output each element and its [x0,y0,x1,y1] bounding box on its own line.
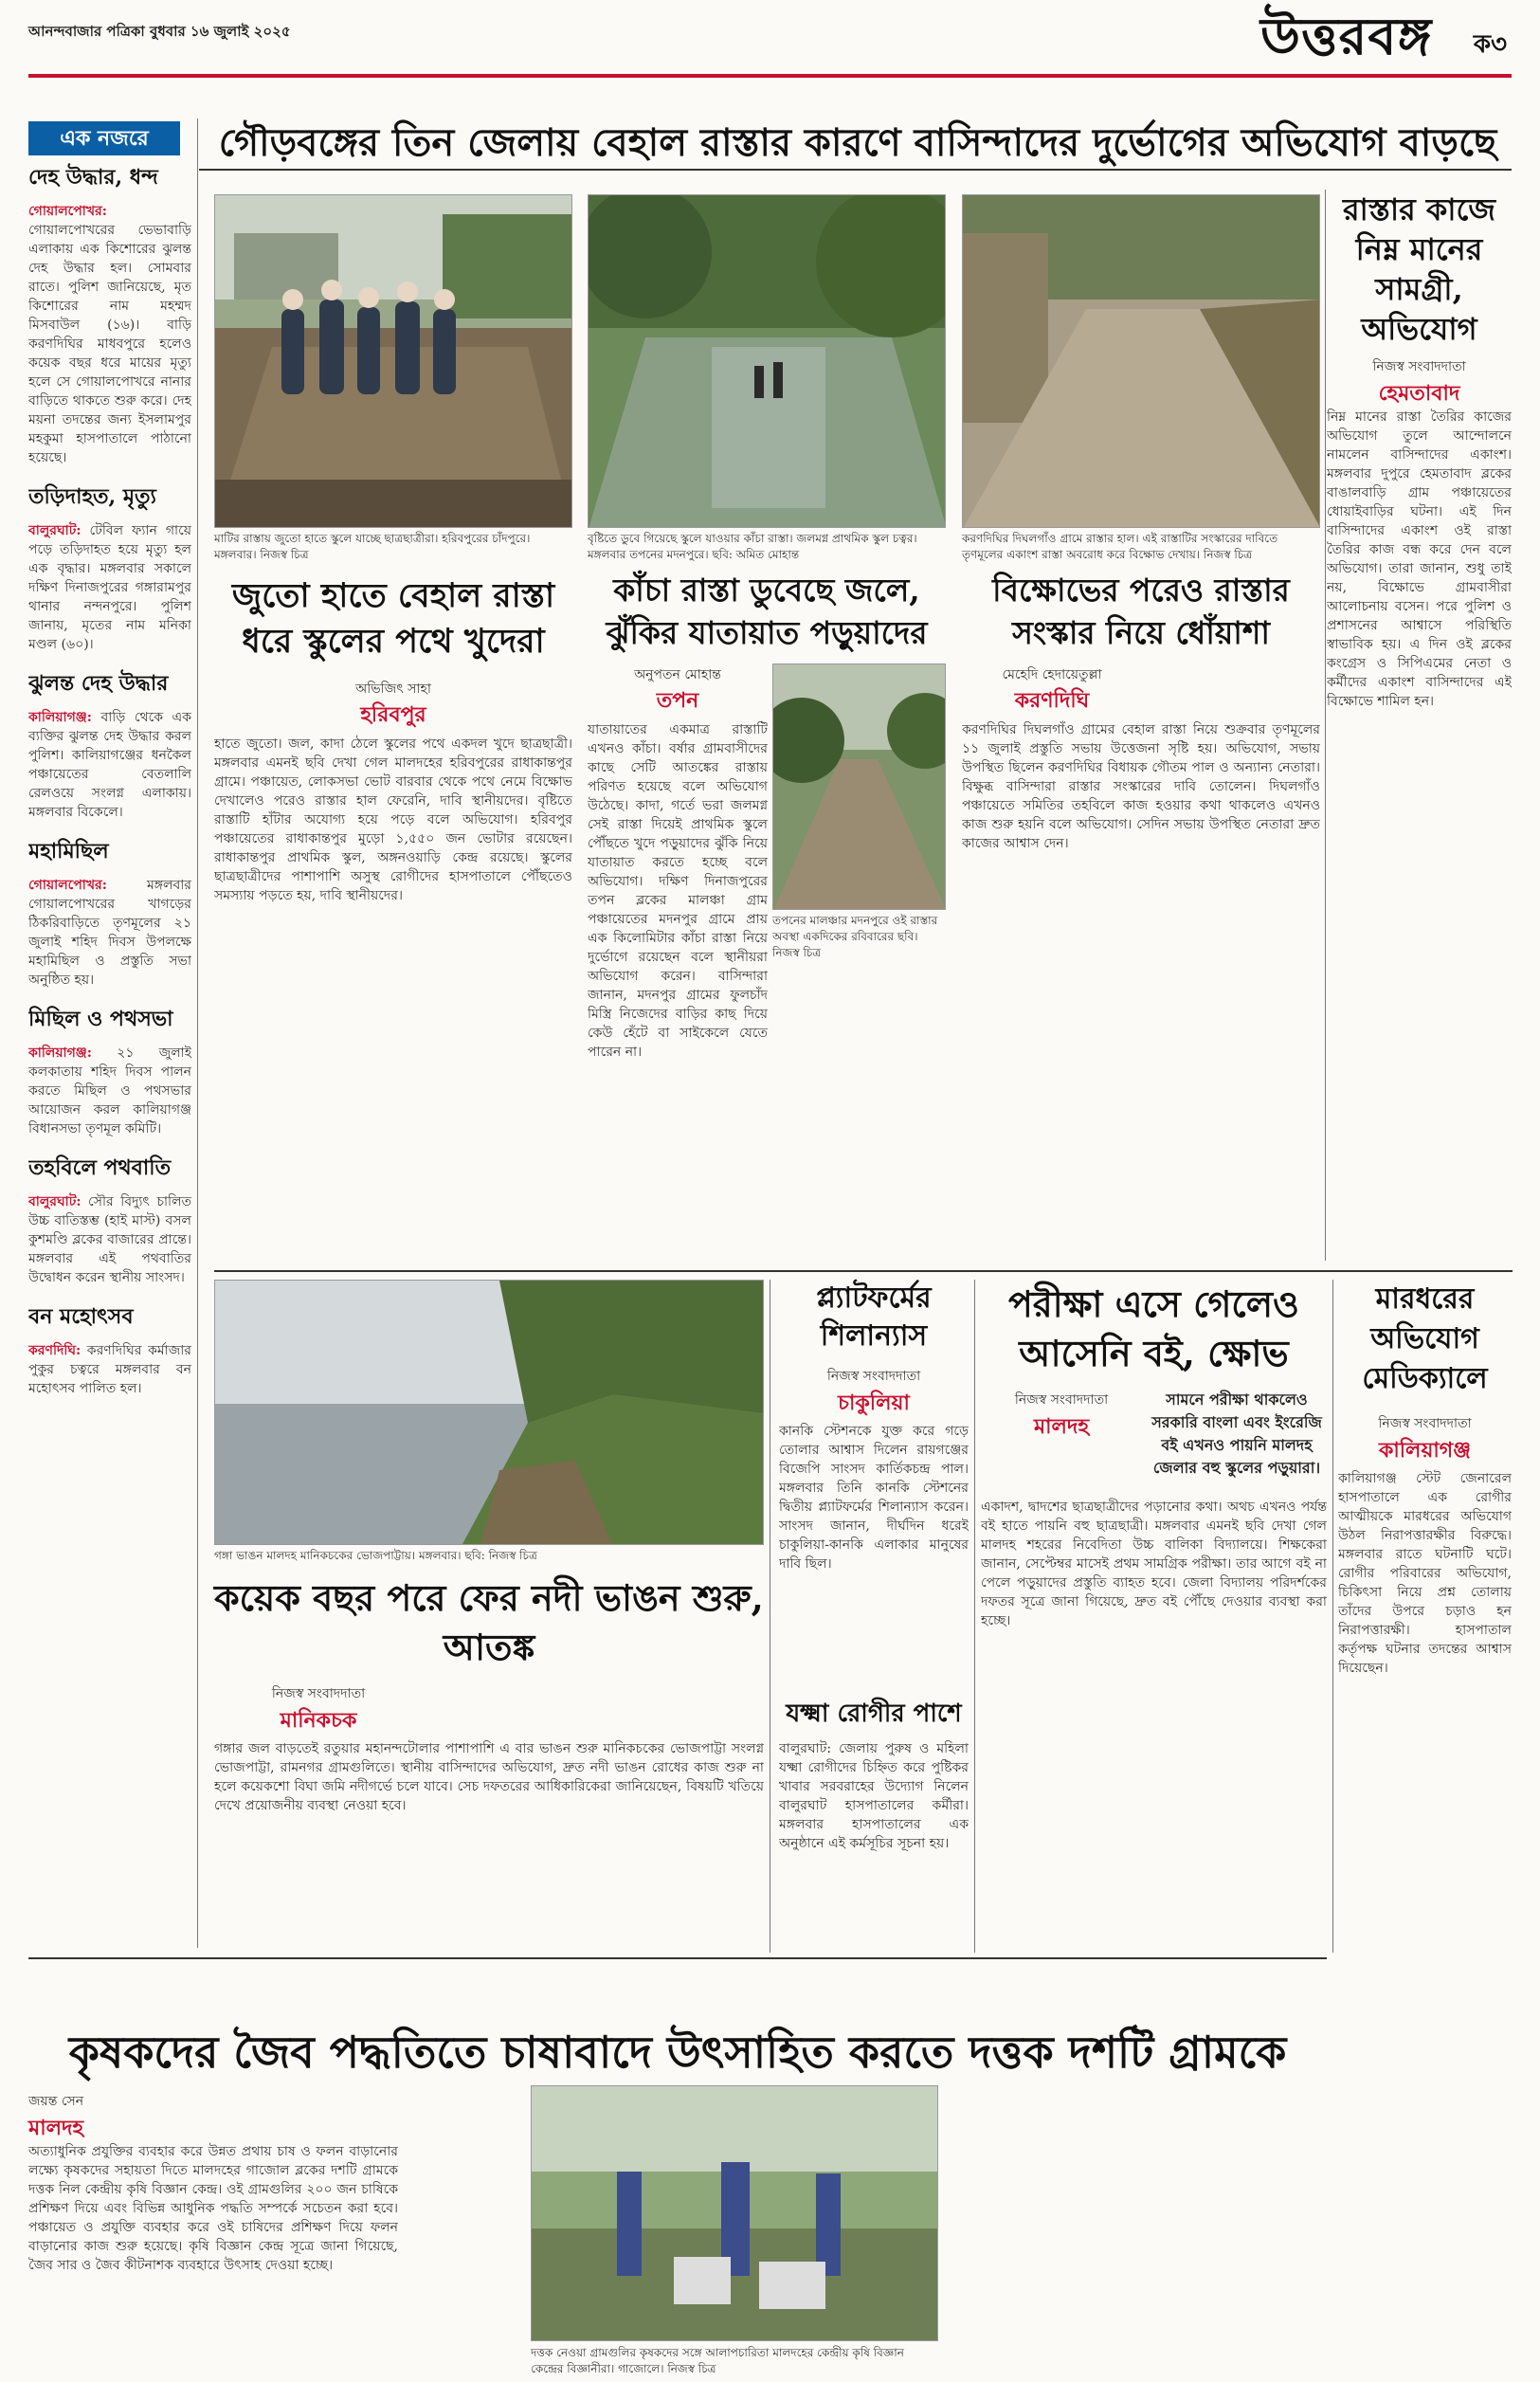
brief-loc: গোয়ালপোখর: [28,878,107,893]
article-headline: রাস্তার কাজে নিম্ন মানের সামগ্রী, অভিযোগ [1342,191,1496,347]
article-author: নিজস্ব সংবাদদাতা [1378,1416,1472,1431]
article-headline: পরীক্ষা এসে গেলেও আসেনি বই, ক্ষোভ [1008,1282,1299,1374]
article-body-cont [772,976,946,1261]
photo-flooded-road [588,194,946,528]
article-author: জয়ন্ত সেন [28,2094,84,2109]
article-author: মেহেদি হেদায়েতুল্লা [1002,667,1102,682]
section-divider [28,1957,1327,1959]
article-body: একাদশ, দ্বাদশের ছাত্রছাত্রীদের পড়ানোর কথা। অথচ এখনও পর্যন্ত বই হাতে পায়নি বহু ছাত্রছাত্রী। মঙ্গলবার এমনই ছবি দেখা গেল মালদহ শহরের নিবেদিতা উচ্চ বালিকা বিদ্যালয়ে। শিক্ষকেরা জানান, সেপ্টেম্বর মাসেই প্রথম সামগ্রিক পরীক্ষা। তার আগে বই না পেলে পড়ুয়াদের প্রস্তুতি ব্যাহত হবে। জেলা বিদ্যালয় পরিদর্শকের দফতর সূত্রে জানা গিয়েছে, দ্রুত বই পৌঁছে দেওয়ার ব্যবস্থা করা হচ্ছে। [981,1500,1327,1628]
brief-body: ২১ জুলাই কলকাতায় শহিদ দিবস পালন করতে মিছিল ও পথসভার আয়োজন করল কালিয়াগঞ্জ বিধানসভা তৃণমূল কমিটি। [28,1046,191,1136]
photo-farmers-scientists [531,2085,938,2341]
masthead-rule [28,74,1512,78]
photo-caption: তপনের মালঞ্চার মদনপুরে ওই রাস্তার অবস্থা একদিকের রবিবারের ছবি। নিজস্ব চিত্র [772,914,938,959]
column-divider [1325,190,1326,1261]
article-body: হাতে জুতো। জল, কাদা ঠেলে স্কুলের পথে একদল খুদে ছাত্রছাত্রী। মঙ্গলবার এমনই ছবি দেখা গেল মালদহের হরিবপুরের রাধাকান্তপুর গ্রামে। পঞ্চায়েত, লোকসভা ভোট বারবার থেকে পথে নেমে বিক্ষোভ দেখালেও পরেও রাস্তার হাল ফেরেনি, দাবি স্থানীয়দের। বৃষ্টিতে রাস্তাটি হাঁটার অযোগ্য হয়ে পড়ে বলে অভিযোগ। হরিবপুর পঞ্চায়েতের রাধাকান্তপুর মুড়ো ১,৫৫০ জন ভোটার রয়েছেন। রাধাকান্তপুর প্রাথমিক স্কুল, অঙ্গনওয়াড়ি কেন্দ্র রয়েছে। স্কুলের ছাত্রছাত্রীদের পাশাপাশি অসুস্থ রোগীদের হাসপাতালে পৌঁছতেও সমস্যায় পড়তে হয়, দাবি স্থানীয়দের। [214,736,572,903]
brief-loc: কালিয়াগঞ্জ: [28,710,92,725]
article-place: মালদহ [28,2116,84,2140]
photo-caption: গঙ্গা ভাঙন মালদহ মানিকচকের ভোজপাট্টায়। মঙ্গলবার। ছবি: নিজস্ব চিত্র [214,1549,537,1562]
photo-caption: মাটির রাস্তায় জুতো হাতে স্কুলে যাচ্ছে ছাত্রছাত্রীরা। হরিবপুরের চাঁদপুরে। মঙ্গলবার। নিজস্ব চিত্র [214,532,531,561]
column-divider [974,1280,975,1953]
brief-text [28,1044,191,1138]
brief-text [28,1192,191,1287]
article-author: নিজস্ব সংবাদদাতা [1014,1392,1109,1408]
brief-body: টেবিল ফ্যান গায়ে পড়ে তড়িদাহত হয়ে মৃত্যু হল এক বৃদ্ধার। মঙ্গলবার সকালে দক্ষিণ দিনাজপুরের গঙ্গারামপুর থানার নন্দনপুরে। পুলিশ জানায়, মৃতের নাম মনিকা মণ্ডল (৬০)। [28,523,191,652]
brief-loc: বালুরঘাট: [28,523,82,538]
brief-title: তহবিলে পথবাতি [28,1155,172,1180]
photo-broken-road [962,194,1320,528]
column-divider [1332,1280,1333,1953]
photo-children-muddy-road [214,194,572,528]
article-body: কানকি স্টেশনকে যুক্ত করে গড়ে তোলার আশ্বাস দিলেন রায়গঞ্জের বিজেপি সাংসদ কার্তিকচন্দ্র পাল। মঙ্গলবার তিনি কানকি স্টেশনের দ্বিতীয় প্ল্যাটফর্মের শিলান্যাস করেন। সাংসদ জানান, দীর্ঘদিন ধরেই চাকুলিয়া-কানকি এলাকার মানুষের দাবি ছিল। [779,1424,969,1572]
brief-title: দেহ উদ্ধার, ধন্দ [28,165,158,190]
brief-text [28,202,191,467]
article-place: মানিকচক [280,1708,357,1733]
brief-loc: গোয়ালপোখর: [28,204,107,219]
brief-loc: বালুরঘাট: [28,1194,82,1209]
article-body: নিম্ন মানের রাস্তা তৈরির কাজের অভিযোগ তুলে আন্দোলনে নামলেন বাসিন্দাদের একাংশ। মঙ্গলবার দুপুরে হেমতাবাদ ব্লকের বাঙালবাড়ি গ্রাম পঞ্চায়েতের ধোয়াইবাড়ির ঘটনা। এই দিন বাসিন্দাদের একাংশ ওই রাস্তা তৈরির কাজ বন্ধ করে দেন বলে অভিযোগ। তারা জানান, শুধু তাই নয়, বিক্ষোভে গ্রামবাসীরা আলোচনায় বসেন। পরে পুলিশ ও প্রশাসনের আশ্বাসে পরিস্থিতি স্বাভাবিক হয়। এ দিন ওই ব্লকের কংগ্রেস ও সিপিএমের নেতা ও কর্মীদের একাংশ বাসিন্দাদের এই বিক্ষোভে শামিল হন। [1327,409,1512,709]
article-body: অত্যাধুনিক প্রযুক্তির ব্যবহার করে উন্নত প্রথায় চাষ ও ফলন বাড়ানোর লক্ষ্যে কৃষকদের সহায়তা দিতে মালদহের গাজোল ব্লকের দশটি গ্রামকে দত্তক নিল কেন্দ্রীয় কৃষি বিজ্ঞান কেন্দ্র। ওই গ্রামগুলির ২০০ জন চাষিকে প্রশিক্ষণ দিয়ে এবং বিভিন্ন আধুনিক পদ্ধতি সম্পর্কে সচেতন করা হবে। পঞ্চায়েত ও প্রযুক্তি ব্যবহার করে ওই চাষিদের প্রশিক্ষণ দিয়ে ফলন বাড়ানোর কাজ শুরু হয়েছে। কৃষি বিজ্ঞান কেন্দ্র সূত্রে জানা গিয়েছে, জৈব সার ও জৈব কীটনাশক ব্যবহারে উৎসাহ দেওয়া হচ্ছে। [28,2144,398,2273]
page-number: ক৩ [1473,30,1507,59]
article-headline: কয়েক বছর পরে ফের নদী ভাঙন শুরু, আতঙ্ক [214,1576,764,1668]
article-headline: জুতো হাতে বেহাল রাস্তা ধরে স্কুলের পথে খুদেরা [231,576,555,661]
photo-caption: বৃষ্টিতে ডুবে গিয়েছে স্কুলে যাওয়ার কাঁচা রাস্তা। জলমগ্ন প্রাথমিক স্কুল চত্বর। মঙ্গলবার তপনের মদনপুরে। ছবি: অমিত মোহান্ত [588,532,917,561]
article-body: বালুরঘাট: জেলায় পুরুষ ও মহিলা যক্ষ্মা রোগীদের চিহ্নিত করে পুষ্টিকর খাবার সরবরাহের উদ্যোগ নিলেন বালুরঘাট হাসপাতালের কর্মীরা। মঙ্গলবার হাসপাতালের এক অনুষ্ঠানে এই কর্মসূচির সূচনা হয়। [779,1741,969,1851]
sidebar-divider [197,118,198,1948]
article-body: যাতায়াতের একমাত্র রাস্তাটি এখনও কাঁচা। বর্ষার গ্রামবাসীদের কাছে সেটি আতঙ্কের রাস্তায় পরিণত হয়েছে বলে অভিযোগ উঠেছে। কাদা, গর্তে ভরা জলমগ্ন সেই রাস্তা দিয়েই প্রাথমিক স্কুলে পৌঁছতে খুদে পড়ুয়াদের ঝুঁকি নিয়ে যাতায়াত করতে হচ্ছে বলে অভিযোগ। দক্ষিণ দিনাজপুরের তপন ব্লকের মালঞ্চা গ্রাম পঞ্চায়েতের মদনপুর গ্রামে প্রায় এক কিলোমিটার কাঁচা রাস্তা নিয়ে দুর্ভোগে রয়েছেন বলে স্থানীয়রা অভিযোগ করেন। বাসিন্দারা জানান, মদনপুর গ্রামের ফুলচাঁদ মিস্ত্রি নিজেদের বাড়ির কাছ দিয়ে কেউ হেঁটে বা সাইকেলে যেতে পারেন না। [588,722,768,1060]
article-headline: যক্ষ্মা রোগীর পাশে [786,1700,962,1728]
brief-body: বাড়ি থেকে এক ব্যক্তির ঝুলন্ত দেহ উদ্ধার করল পুলিশ। কালিয়াগঞ্জের ধনকৈল পঞ্চায়েতের বেতলালি রেলওয়ে সংলগ্ন এলাকায়। মঙ্গলবার বিকেলে। [28,710,191,820]
brief-body: সৌর বিদ্যুৎ চালিত উচ্চ বাতিস্তম্ভ (হাই মাস্ট) বসল কুশমণ্ডি ব্লকের বাজারের প্রান্তে। মঙ্গলবার এই পথবাতির উদ্বোধন করেন স্থানীয় সাংসদ। [28,1194,191,1285]
article-place: চাকুলিয়া [838,1391,910,1415]
photo-caption: দত্তক নেওয়া গ্রামগুলির কৃষকদের সঙ্গে আলাপচারিতা মালদহের কেন্দ্রীয় কৃষি বিজ্ঞান কেন্দ্রের বিজ্ঞানীরা। গাজোলে। নিজস্ব চিত্র [531,2346,904,2375]
photo-river-erosion [214,1280,764,1545]
article-place: হরিবপুর [360,702,426,727]
article-headline: বিক্ষোভের পরেও রাস্তার সংস্কার নিয়ে ধোঁয়াশা [992,572,1290,651]
article-place: তপন [656,688,699,713]
brief-text [28,876,191,990]
article-body: করণদিঘির দিঘলগাঁও গ্রামের বেহাল রাস্তা নিয়ে শুক্রবার তৃণমূলের ১১ জুলাই প্রস্তুতি সভায় উত্তেজনা সৃষ্টি হয়। অভিযোগ, সভায় উপস্থিত ছিলেন করণদিঘির বিধায়ক গৌতম পাল ও অন্যান্য নেতারা। বিক্ষুব্ধ বাসিন্দারা রাস্তার সংস্কারের দাবি তোলেন। দিঘলগাঁও পঞ্চায়েতে সমিতির তহবিলে কাজ হওয়ার কথা থাকলেও এখনও কাজ শুরু হয়নি বলে অভিযোগ। সেদিন সভায় উপস্থিত নেতারা দ্রুত কাজের আশ্বাস দেন। [962,722,1320,851]
photo-village-road [772,664,946,910]
article-body-cont [948,2085,1327,2370]
article-place: মালদহ [1033,1414,1090,1439]
article-author: নিজস্ব সংবাদদাতা [1372,359,1466,374]
main-headline: গৌড়বঙ্গের তিন জেলায় বেহাল রাস্তার কারণে বাসিন্দাদের দুর্ভোগের অভিযোগ বাড়ছে [218,120,1497,165]
article-author: নিজস্ব সংবাদদাতা [826,1369,921,1384]
brief-text [28,521,191,654]
article-author: অনুপতন মোহান্ত [634,667,721,682]
article-body: কালিয়াগঞ্জ স্টেট জেনারেল হাসপাতালে এক রোগীর আত্মীয়কে মারধরের অভিযোগ উঠল নিরাপত্তারক্ষীর বিরুদ্ধে। মঙ্গলবার রাতে ঘটনাটি ঘটে। রোগীর পরিবারের অভিযোগ, চিকিৎসা নিয়ে প্রশ্ন তোলায় তাঁদের উপরে চড়াও হন নিরাপত্তারক্ষী। হাসপাতাল কর্তৃপক্ষ ঘটনার তদন্তের আশ্বাস দিয়েছেন। [1338,1471,1512,1676]
article-headline: কৃষকদের জৈব পদ্ধতিতে চাষাবাদে উৎসাহিত করতে দত্তক দশটি গ্রামকে [68,2027,1287,2078]
article-author: অভিজিৎ সাহা [355,682,431,697]
brief-title: তড়িদাহত, মৃত্যু [28,484,156,509]
article-body: গঙ্গার জল বাড়তেই রতুয়ার মহানন্দটোলার পাশাপাশি এ বার ভাঙন শুরু মানিকচকের ভোজপাট্টা সংলগ্ন ভোজপাট্টা, রামনগর গ্রামগুলিতে। স্থানীয় বাসিন্দাদের অভিযোগ, দ্রুত নদী ভাঙন রোধের কাজ শুরু না হলে কয়েকশো বিঘা জমি নদীগর্ভে চলে যাবে। সেচ দফতরের আধিকারিকেরা জানিয়েছেন, বিষয়টি খতিয়ে দেখে প্রয়োজনীয় ব্যবস্থা নেওয়া হবে। [214,1741,764,1813]
sidebar-label: এক নজরে [28,121,180,155]
brief-title: ঝুলন্ত দেহ উদ্ধার [28,671,169,696]
article-headline: প্ল্যাটফর্মের শিলান্যাস [816,1282,932,1353]
brief-loc: করণদিঘি: [28,1343,82,1358]
section-title: উত্তরবঙ্গ [1260,6,1433,66]
photo-caption: করণদিঘির দিঘলগাঁও গ্রামে রাস্তার হাল। এই রাস্তাটির সংস্কারের দাবিতে তৃণমূলের একাংশ রাস্তা অবরোধ করে বিক্ষোভ দেখায়। নিজস্ব চিত্র [962,532,1278,561]
brief-text [28,708,191,822]
article-deck: সামনে পরীক্ষা থাকলেও সরকারি বাংলা এবং ইংরেজি বই এখনও পায়নি মালদহ জেলার বহু স্কুলের পড়ুয়ারা। [1151,1391,1322,1477]
masthead [1260,8,1507,74]
article-place: করণদিঘি [1014,688,1090,713]
brief-body: মঙ্গলবার গোয়ালপোখরের খাগড়ের ঠিকরিবাড়িতে তৃণমূলের ২১ জুলাই শহিদ দিবস উপলক্ষে মহামিছিল ও প্রস্তুতি সভা অনুষ্ঠিত হয়। [28,878,191,988]
article-place: কালিয়াগঞ্জ [1378,1438,1471,1463]
brief-title: বন মহোৎসব [28,1304,134,1329]
article-headline: মারধরের অভিযোগ মেডিক্যালে [1362,1282,1488,1395]
article-headline: কাঁচা রাস্তা ডুবেছে জলে, ঝুঁকির যাতায়াত পড়ুয়াদের [606,572,928,651]
article-place: হেমতাবাদ [1378,381,1460,406]
brief-text [28,1341,191,1398]
brief-loc: কালিয়াগঞ্জ: [28,1046,92,1061]
article-author: নিজস্ব সংবাদদাতা [271,1686,366,1701]
brief-title: মিছিল ও পথসভা [28,1007,173,1031]
dateline: আনন্দবাজার পত্রিকা বুধবার ১৬ জুলাই ২০২৫ [28,23,291,40]
brief-body: গোয়ালপোখরের ভেভাবাড়ি এলাকায় এক কিশোরের ঝুলন্ত দেহ উদ্ধার হল। সোমবার রাতে। পুলিশ জানিয়েছে, মৃত কিশোরের নাম মহম্মদ মিসবাউল (১৬)। বাড়ি করণদিঘির মাধবপুরে হলেও কয়েক বছর ধরে মায়ের মৃত্যু হলে সে গোয়ালপোখরে নানার বাড়িতে থাকতে শুরু করে। দেহ ময়না তদন্তের জন্য ইসলামপুর মহকুমা হাসপাতালে পাঠানো হয়েছে। [28,223,191,465]
sidebar-briefs [28,161,191,1953]
brief-title: মহামিছিল [28,839,109,864]
section-divider [214,1270,1513,1272]
brief-body: করণদিঘির কর্মাজার পুকুর চত্বরে মঙ্গলবার বন মহোৎসব পালিত হল। [28,1343,191,1396]
